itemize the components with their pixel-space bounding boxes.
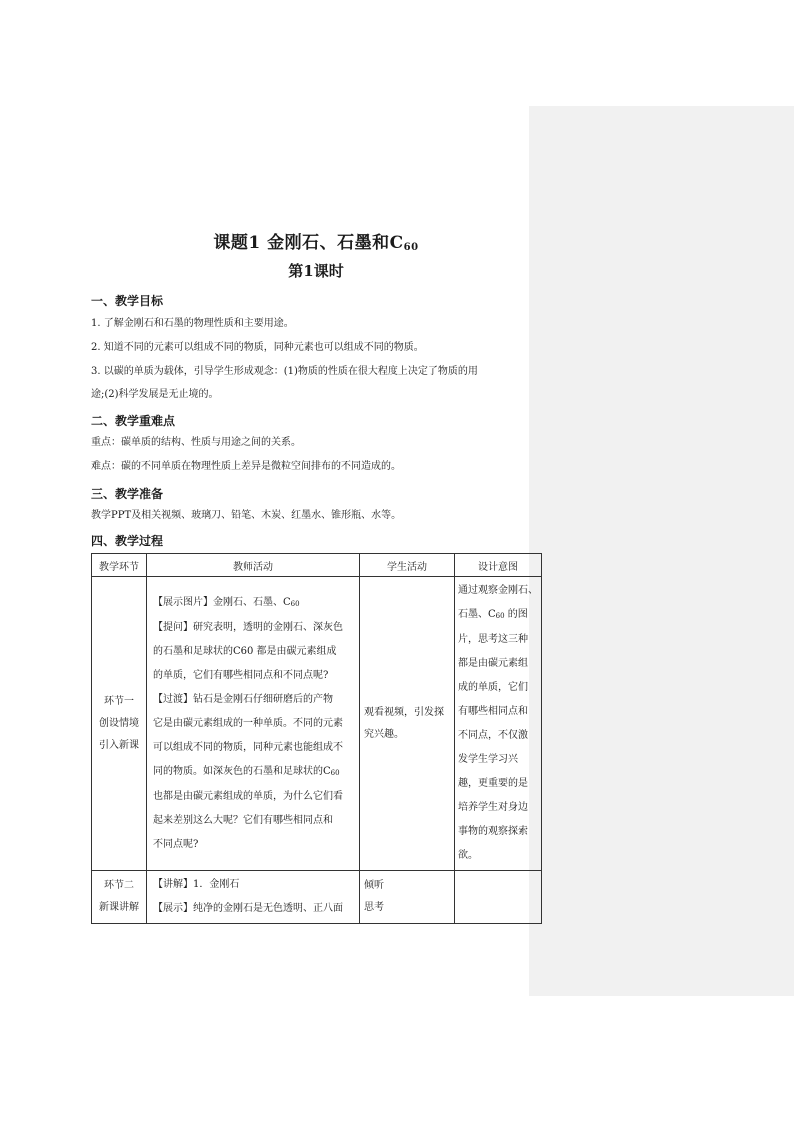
header-intent: 设计意图 [455,554,542,577]
student-cell [360,577,455,871]
teacher-line: 可以组成不同的物质，同种元素也能组成不 [153,741,343,753]
intent-line: 事物的观察探索 [458,826,528,837]
stage-line: 引入新课 [99,739,139,751]
table-row [92,871,542,924]
student-cell [360,871,455,924]
teacher-line: 【展示图片】金刚石、石墨、$C_{60}$ [153,596,300,608]
teacher-line: 【提问】研究表明，透明的金刚石、深灰色 [153,621,343,633]
intent-line: 通过观察金刚石、 [458,585,538,596]
stage-line: 环节二 [104,880,134,891]
teacher-cell [147,577,360,871]
student-line: 究兴趣。 [364,728,404,740]
teacher-line: 起来差别这么大呢？它们有哪些相同点和 [153,814,333,826]
header-stage: 教学环节 [92,554,147,577]
stage-line: 环节一 [104,695,134,707]
intent-line: 都是由碳元素组 [458,658,528,669]
teacher-line: 【讲解】1．金刚石 [153,879,240,890]
stage-cell [92,577,147,871]
intent-line: 石墨、$C_{60}$ 的图 [458,609,528,620]
key-point-item: 重点：碳单质的结构、性质与用途之间的关系。 [91,437,301,448]
intent-line: 片，思考这三种 [458,634,528,645]
intent-line: 培养学生对身边 [458,802,528,813]
header-student: 学生活动 [360,554,455,577]
teacher-line: 也都是由碳元素组成的单质，为什么它们看 [153,790,343,802]
page-title: 课题1 金刚石、石墨和$C_{60}$ [213,233,419,253]
page-subtitle: 第1课时 [288,262,344,280]
teacher-line: 【展示】纯净的金刚石是无色透明、正八面 [153,903,343,914]
student-line: 思考 [364,902,384,913]
goal-item: 3. 以碳的单质为载体，引导学生形成观念：(1)物质的性质在很大程度上决定了物质的用 [91,366,478,377]
teacher-line: 它是由碳元素组成的一种单质。不同的元素 [153,717,343,729]
stage-cell [92,871,147,924]
teacher-line: 【过渡】钻石是金刚石仔细研磨后的产物 [153,693,333,705]
intent-line: 不同点，不仅激 [458,730,528,741]
header-teacher: 教师活动 [147,554,360,577]
intent-line: 趣，更重要的是 [458,778,528,789]
stage-line: 创设情境 [99,717,139,729]
intent-cell [455,577,542,871]
intent-line: 欲。 [458,850,478,861]
stage-line: 新课讲解 [99,902,139,913]
teacher-line: 不同点呢? [153,838,199,850]
heading-prep: 三、教学准备 [91,487,164,501]
teacher-line: 的石墨和足球状的C60 都是由碳元素组成 [153,645,337,657]
key-point-item: 难点：碳的不同单质在物理性质上差异是微粒空间排布的不同造成的。 [91,461,401,472]
table-header-row [92,554,542,577]
teacher-cell [147,871,360,924]
intent-line: 发学生学习兴 [458,754,518,765]
prep-text: 教学PPT及相关视频、玻璃刀、铅笔、木炭、红墨水、锥形瓶、水等。 [91,510,402,521]
intent-cell [455,871,542,924]
teacher-line: 同的物质。如深灰色的石墨和足球状的$C_{60}$ [153,765,340,777]
comment-pane [529,106,794,996]
teacher-line: 的单质，它们有哪些相同点和不同点呢? [153,669,329,681]
table-row [92,577,542,871]
intent-line: 有哪些相同点和 [458,706,528,717]
heading-key-points: 二、教学重难点 [91,414,176,428]
goal-item: 途;(2)科学发展是无止境的。 [91,389,219,400]
student-line: 观看视频，引发探 [364,706,444,718]
process-table [91,553,542,924]
goal-item: 2. 知道不同的元素可以组成不同的物质，同种元素也可以组成不同的物质。 [91,342,424,353]
student-line: 倾听 [364,880,384,891]
goal-item: 1. 了解金刚石和石墨的物理性质和主要用途。 [91,318,294,329]
heading-goals: 一、教学目标 [91,294,164,308]
intent-line: 成的单质，它们 [458,682,528,693]
heading-process: 四、教学过程 [91,534,164,548]
